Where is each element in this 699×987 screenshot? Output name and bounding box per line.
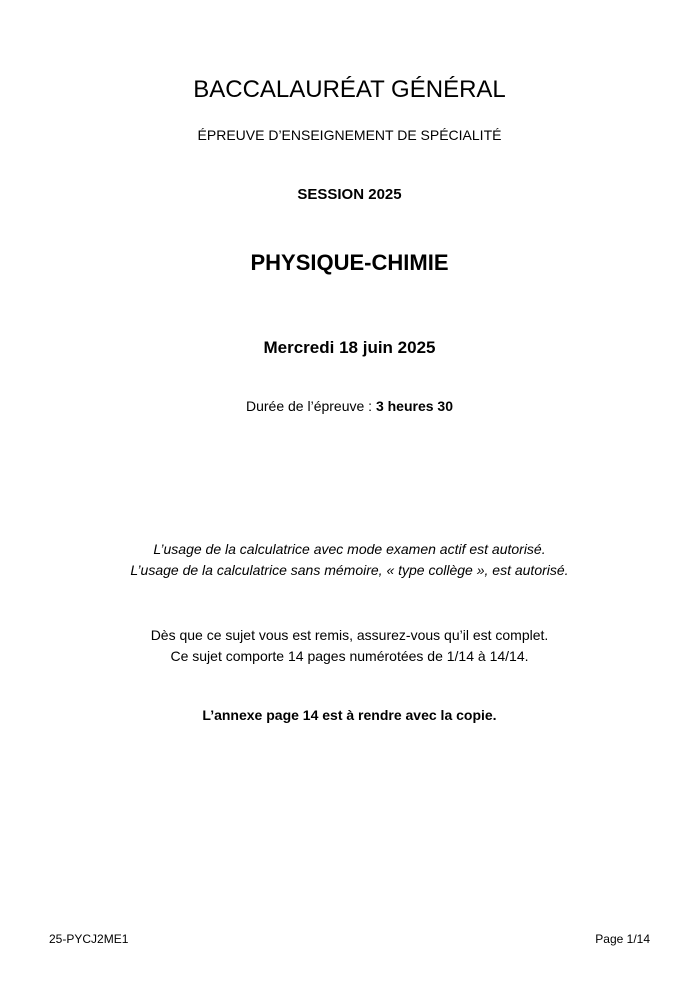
calculator-rule-1: L’usage de la calculatrice avec mode examen actif est autorisé. (153, 541, 546, 557)
footer-page-number: Page 1/14 (595, 932, 650, 946)
subject-title: PHYSIQUE-CHIMIE (250, 250, 449, 275)
instruction-line-2: Ce sujet comporte 14 pages numérotées de 1/14 à 14/14. (170, 648, 529, 664)
annex-note: L’annexe page 14 est à rendre avec la copie. (202, 707, 497, 723)
exam-duration (0, 397, 699, 415)
duration-value: 3 heures 30 (375, 398, 454, 414)
instruction-line-1: Dès que ce sujet vous est remis, assurez-vous qu’il est complet. (150, 627, 549, 643)
footer-exam-code: 25-PYCJ2ME1 (49, 932, 129, 946)
session-label: SESSION 2025 (297, 186, 402, 203)
exam-title: BACCALAURÉAT GÉNÉRAL (193, 76, 506, 103)
exam-date: Mercredi 18 juin 2025 (263, 338, 436, 357)
duration-label: Durée de l’épreuve : (245, 398, 376, 414)
calculator-rule-2: L’usage de la calculatrice sans mémoire, « type collège », est autorisé. (130, 562, 569, 578)
exam-subtitle: ÉPREUVE D’ENSEIGNEMENT DE SPÉCIALITÉ (197, 127, 502, 143)
